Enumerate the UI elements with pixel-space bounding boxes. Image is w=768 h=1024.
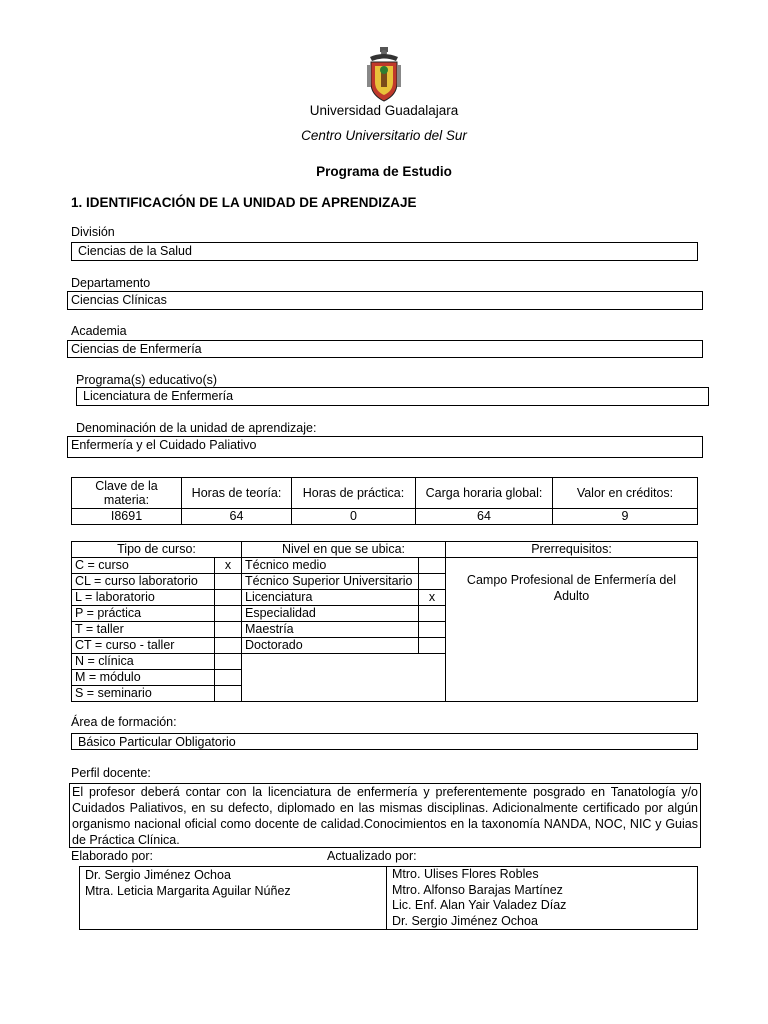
tipo-label: CL = curso laboratorio bbox=[72, 574, 215, 590]
elaborado-name: Dr. Sergio Jiménez Ochoa bbox=[85, 868, 231, 882]
nivel-label: Maestría bbox=[242, 622, 419, 638]
tipo-label: L = laboratorio bbox=[72, 590, 215, 606]
nivel-empty-cell bbox=[242, 654, 446, 702]
elaborado-label: Elaborado por: bbox=[71, 849, 154, 863]
nivel-mark: x bbox=[419, 590, 446, 606]
elaborado-cell bbox=[80, 867, 387, 930]
tipo-label: P = práctica bbox=[72, 606, 215, 622]
nivel-label: Licenciatura bbox=[242, 590, 419, 606]
denominacion-field: Enfermería y el Cuidado Paliativo bbox=[67, 436, 703, 458]
header-clave: Clave de la materia: bbox=[72, 478, 182, 509]
course-table bbox=[71, 541, 698, 702]
header-valor-creditos: Valor en créditos: bbox=[553, 478, 698, 509]
nivel-mark bbox=[419, 622, 446, 638]
tipo-mark bbox=[215, 638, 242, 654]
tipo-mark: x bbox=[215, 558, 242, 574]
header-tipo-curso: Tipo de curso: bbox=[72, 542, 242, 558]
value-horas-teoria: 64 bbox=[182, 509, 292, 525]
nivel-mark bbox=[419, 574, 446, 590]
tipo-label: C = curso bbox=[72, 558, 215, 574]
header-nivel: Nivel en que se ubica: bbox=[242, 542, 446, 558]
university-center: Centro Universitario del Sur bbox=[301, 128, 467, 143]
actualizado-name: Lic. Enf. Alan Yair Valadez Díaz bbox=[392, 898, 567, 912]
section-title: 1. IDENTIFICACIÓN DE LA UNIDAD DE APRENDIZAJE bbox=[71, 195, 417, 210]
academia-label: Academia bbox=[71, 324, 127, 338]
tipo-mark bbox=[215, 622, 242, 638]
nivel-mark bbox=[419, 606, 446, 622]
tipo-mark bbox=[215, 654, 242, 670]
tipo-mark bbox=[215, 670, 242, 686]
value-carga-horaria: 64 bbox=[416, 509, 553, 525]
university-crest-logo bbox=[362, 45, 406, 103]
header-prerrequisitos: Prerrequisitos: bbox=[446, 542, 698, 558]
actualizado-label: Actualizado por: bbox=[327, 849, 417, 863]
hours-table bbox=[71, 477, 698, 525]
header-carga-horaria: Carga horaria global: bbox=[416, 478, 553, 509]
tipo-mark bbox=[215, 574, 242, 590]
nivel-label: Especialidad bbox=[242, 606, 419, 622]
perfil-text: El profesor deberá contar con la licenciatura de enfermería y preferentemente posgrado en Tanatología y/o Cuidados Paliativos, en su defecto, diplomado en las mismas disciplinas. Adicionalmente certificado por algún organismo nacional oficial como docente de calidad.Conocimientos en la taxonomía NANDA, NOC, NIC y Guias de Práctica Clínica. bbox=[69, 783, 701, 848]
nivel-mark bbox=[419, 558, 446, 574]
header-horas-practica: Horas de práctica: bbox=[292, 478, 416, 509]
value-valor-creditos: 9 bbox=[553, 509, 698, 525]
academia-field: Ciencias de Enfermería bbox=[67, 340, 703, 358]
actualizado-name: Dr. Sergio Jiménez Ochoa bbox=[392, 913, 538, 928]
university-name: Universidad Guadalajara bbox=[309, 103, 459, 118]
elaborado-name: Mtra. Leticia Margarita Aguilar Núñez bbox=[85, 884, 291, 898]
tipo-label: N = clínica bbox=[72, 654, 215, 670]
nivel-mark bbox=[419, 638, 446, 654]
actualizado-name: Mtro. Ulises Flores Robles bbox=[392, 867, 539, 881]
tipo-mark bbox=[215, 590, 242, 606]
tipo-label: S = seminario bbox=[72, 686, 215, 702]
nivel-label: Técnico medio bbox=[242, 558, 419, 574]
authors-table bbox=[79, 866, 698, 930]
tipo-label: M = módulo bbox=[72, 670, 215, 686]
nivel-label: Técnico Superior Universitario bbox=[242, 574, 419, 590]
departamento-field: Ciencias Clínicas bbox=[67, 291, 703, 310]
denominacion-label: Denominación de la unidad de aprendizaje: bbox=[76, 421, 317, 435]
tipo-label: T = taller bbox=[72, 622, 215, 638]
area-label: Área de formación: bbox=[71, 715, 177, 729]
value-horas-practica: 0 bbox=[292, 509, 416, 525]
programa-field: Licenciatura de Enfermería bbox=[76, 387, 709, 406]
tipo-mark bbox=[215, 686, 242, 702]
nivel-label: Doctorado bbox=[242, 638, 419, 654]
tipo-label: CT = curso - taller bbox=[72, 638, 215, 654]
departamento-label: Departamento bbox=[71, 276, 151, 290]
tipo-mark bbox=[215, 606, 242, 622]
actualizado-name: Mtro. Alfonso Barajas Martínez bbox=[392, 882, 563, 897]
perfil-label: Perfil docente: bbox=[71, 766, 151, 780]
prerrequisitos-value: Campo Profesional de Enfermería del Adulto bbox=[446, 558, 698, 702]
division-field: Ciencias de la Salud bbox=[71, 242, 698, 261]
programa-label: Programa(s) educativo(s) bbox=[76, 373, 218, 387]
area-field: Básico Particular Obligatorio bbox=[71, 733, 698, 750]
document-title: Programa de Estudio bbox=[316, 164, 452, 179]
division-label: División bbox=[71, 225, 115, 239]
header-horas-teoria: Horas de teoría: bbox=[182, 478, 292, 509]
value-clave: I8691 bbox=[72, 509, 182, 525]
actualizado-cell bbox=[387, 867, 698, 930]
